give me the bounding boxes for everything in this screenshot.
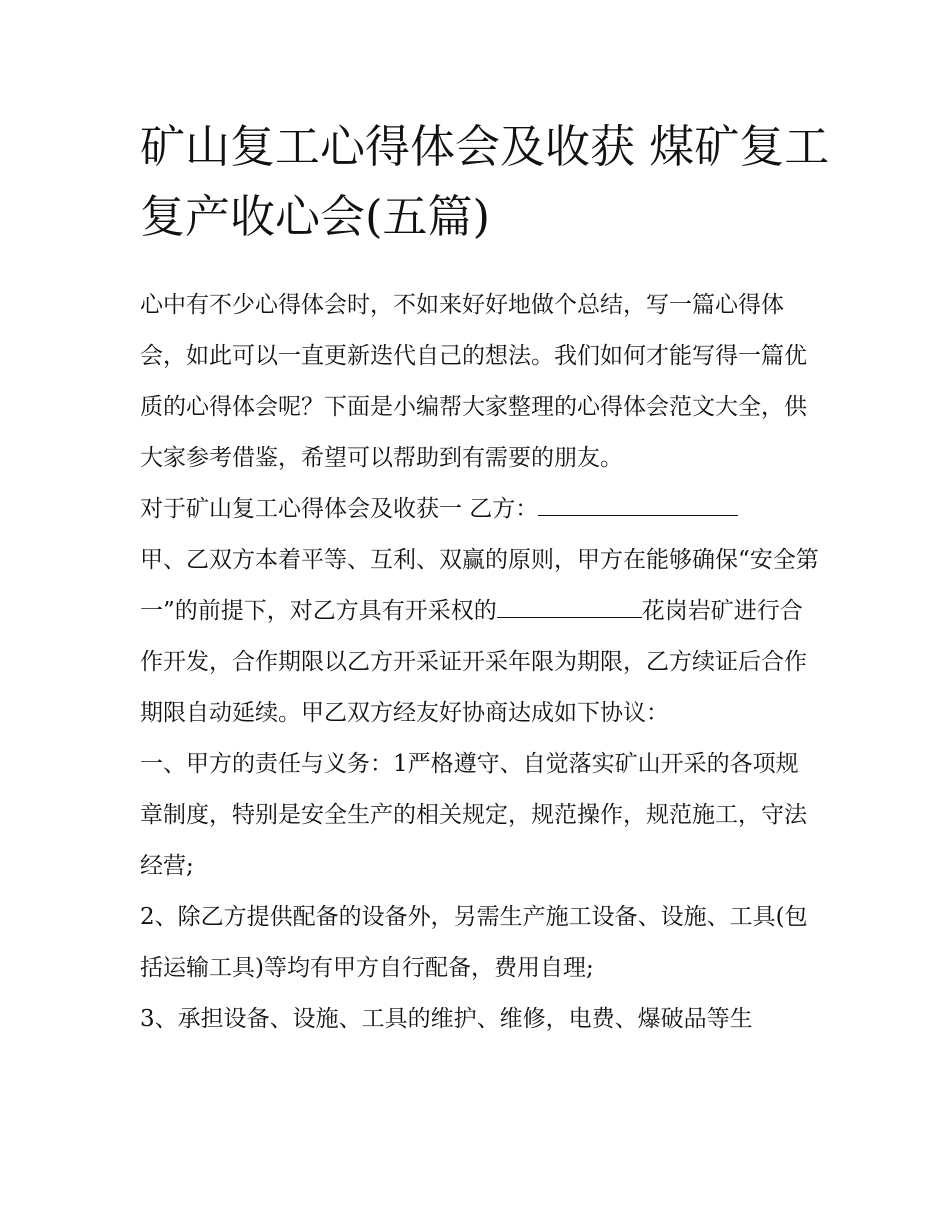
agreement-text-before-blank: 甲、乙双方本着平等、互利、双赢的原则，甲方在能够确保“安全第一”的前提下，对乙方具有开采权的: [140, 547, 819, 624]
section-heading: [140, 484, 820, 535]
intro-paragraph: 心中有不少心得体会时，不如来好好地做个总结，写一篇心得体会，如此可以一直更新迭代自己的想法。我们如何才能写得一篇优质的心得体会呢？下面是小编帮大家整理的心得体会范文大全，供大家参考借鉴，希望可以帮助到有需要的朋友。: [140, 292, 807, 471]
mine-name-blank-line: [497, 595, 642, 618]
section-heading-text: 对于矿山复工心得体会及收获一 乙方：: [140, 496, 539, 522]
party-b-blank-line: [538, 493, 738, 516]
agreement-text-after-blank: 花岗岩矿进行合作开发，合作期限以乙方开采证开采年限为期限，乙方续证后合作期限自动延续。甲乙双方经友好协商达成如下协议：: [140, 598, 807, 726]
party-a-duties-paragraph: 一、甲方的责任与义务：1严格遵守、自觉落实矿山开采的各项规章制度，特别是安全生产的相关规定，规范操作，规范施工，守法经营;: [140, 751, 807, 879]
agreement-paragraph: [140, 535, 820, 739]
document-title: 矿山复工心得体会及收获 煤矿复工复产收心会(五篇): [140, 120, 830, 243]
document-body: [140, 280, 820, 1045]
maintenance-paragraph: 3、承担设备、设施、工具的维护、维修，电费、爆破品等生: [140, 1006, 753, 1032]
equipment-paragraph: 2、除乙方提供配备的设备外，另需生产施工设备、设施、工具(包括运输工具)等均有甲方自行配备，费用自理;: [140, 904, 808, 981]
